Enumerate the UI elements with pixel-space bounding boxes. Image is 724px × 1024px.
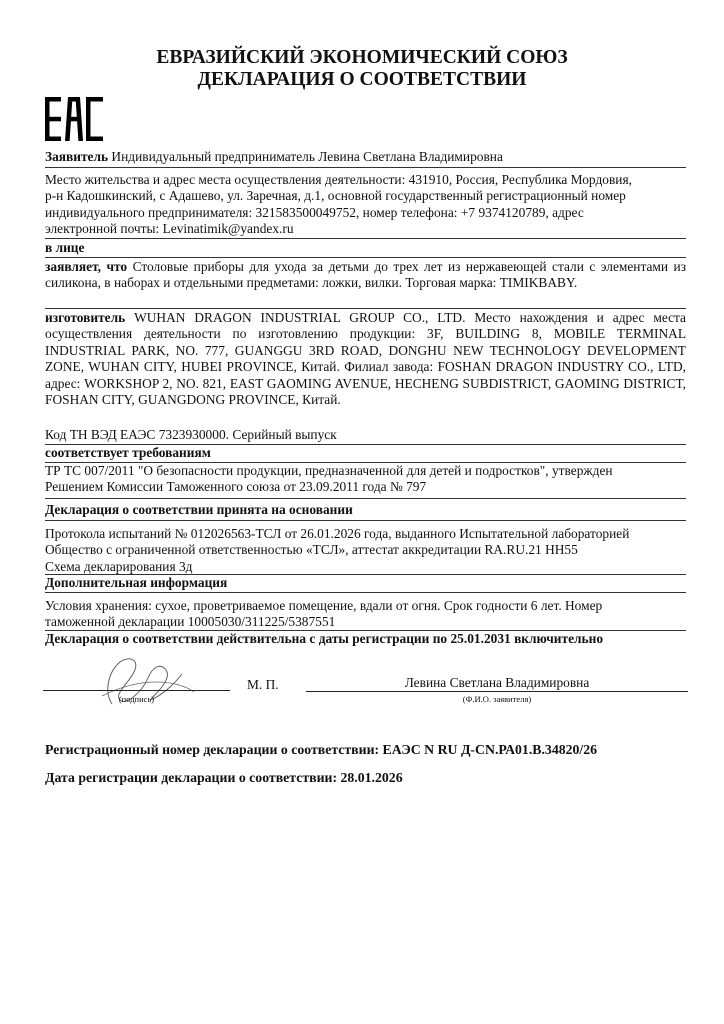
basis-line: Протокола испытаний № 012026563-ТСЛ от 26.01.2026 года, выданного Испытательной лабораторией — [45, 526, 630, 541]
requirements-line: ТР ТС 007/2011 "О безопасности продукции, предназначенной для детей и подростков", утвержден — [45, 463, 613, 478]
divider — [45, 308, 686, 309]
applicant-name: Левина Светлана Владимировна — [404, 675, 590, 690]
signature-line — [43, 690, 230, 691]
applicant-address — [45, 172, 686, 238]
declares-value: Столовые приборы для ухода за детьми до трех лет из нержавеющей стали с элементами из силикона, в наборах и отдельными предметами: ложки, вилки. Торговая марка: TIMIKBABY. — [45, 259, 686, 291]
declaration-title: ДЕКЛАРАЦИЯ О СООТВЕТСТВИИ — [197, 69, 527, 90]
requirements-label: соответствует требованиям — [45, 445, 211, 460]
divider — [45, 498, 686, 499]
additional-label: Дополнительная информация — [45, 575, 228, 590]
union-title: ЕВРАЗИЙСКИЙ ЭКОНОМИЧЕСКИЙ СОЮЗ — [156, 47, 568, 68]
divider — [45, 592, 686, 593]
name-caption: (Ф.И.О. заявителя) — [462, 694, 532, 704]
stamp-placeholder: М. П. — [247, 677, 279, 692]
basis-text — [45, 526, 686, 575]
eac-logo — [45, 97, 103, 141]
basis-line: Общество с ограниченной ответственностью «ТСЛ», аттестат аккредитации RA.RU.21 НН55 — [45, 542, 578, 558]
manufacturer-label: изготовитель — [45, 310, 126, 325]
signature-caption: (подпись) — [118, 694, 155, 704]
divider — [45, 167, 686, 168]
registration-number: Регистрационный номер декларации о соответствии: ЕАЭС N RU Д-CN.РА01.В.34820/26 — [45, 742, 598, 757]
divider — [45, 238, 686, 239]
address-line: р-н Кадошкинский, с Адашево, ул. Заречная, д.1, основной государственный регистрационный номер — [45, 188, 626, 204]
manufacturer-block — [45, 310, 686, 408]
divider — [45, 520, 686, 521]
address-line: индивидуального предпринимателя: 321583500049752, номер телефона: +7 9374120789, адрес — [45, 204, 584, 220]
requirements-line: Решением Комиссии Таможенного союза от 23.09.2011 года № 797 — [45, 479, 427, 495]
address-line: Место жительства и адрес места осуществления деятельности: 431910, Россия, Республика Мордовия, — [45, 172, 632, 187]
requirements-text — [45, 463, 686, 496]
declares-block — [45, 259, 686, 292]
applicant-label: Заявитель — [45, 149, 109, 164]
divider — [45, 257, 686, 258]
hs-code: Код ТН ВЭД ЕАЭС 7323930000. Серийный выпуск — [45, 427, 337, 442]
applicant-line — [45, 149, 686, 165]
name-line — [306, 691, 688, 692]
declares-label: заявляет, что — [45, 259, 128, 274]
additional-text — [45, 598, 686, 631]
manufacturer-value: WUHAN DRAGON INDUSTRIAL GROUP CO., LTD. Место нахождения и адрес места осуществления деятельности по изготовлению продукции: 3F, BUILDING 8, MOBILE TERMINAL INDUSTRIAL PARK, NO. 777, GUANGGU 3RD ROAD, DONGHU NEW TECHNOLOGY DEVELOPMENT ZONE, WUHAN CITY, HUBEI PROVINCE, Китай. Филиал завода: FOSHAN DRAGON INDUSTRY CO., LTD, адрес: WORKSHOP 2, NO. 821, EAST GAOMING AVENUE, HECHENG SUBDISTRICT, GAOMING DISTRICT, FOSHAN CITY, GUANGDONG PROVINCE, Китай. — [45, 310, 686, 408]
applicant-value: Индивидуальный предприниматель Левина Светлана Владимировна — [108, 149, 503, 164]
additional-line: Условия хранения: сухое, проветриваемое помещение, вдали от огня. Срок годности 6 лет. Номер — [45, 598, 603, 613]
basis-label: Декларация о соответствии принята на основании — [45, 502, 353, 517]
basis-line: Схема декларирования 3д — [45, 558, 193, 574]
registration-date: Дата регистрации декларации о соответствии: 28.01.2026 — [45, 770, 403, 785]
address-line: электронной почты: Levinatimik@yandex.ru — [45, 221, 294, 237]
validity-statement: Декларация о соответствии действительна с даты регистрации по 25.01.2031 включительно — [45, 631, 604, 646]
additional-line: таможенной декларации 10005030/311225/5387551 — [45, 614, 336, 630]
in-person-label: в лице — [45, 240, 85, 255]
